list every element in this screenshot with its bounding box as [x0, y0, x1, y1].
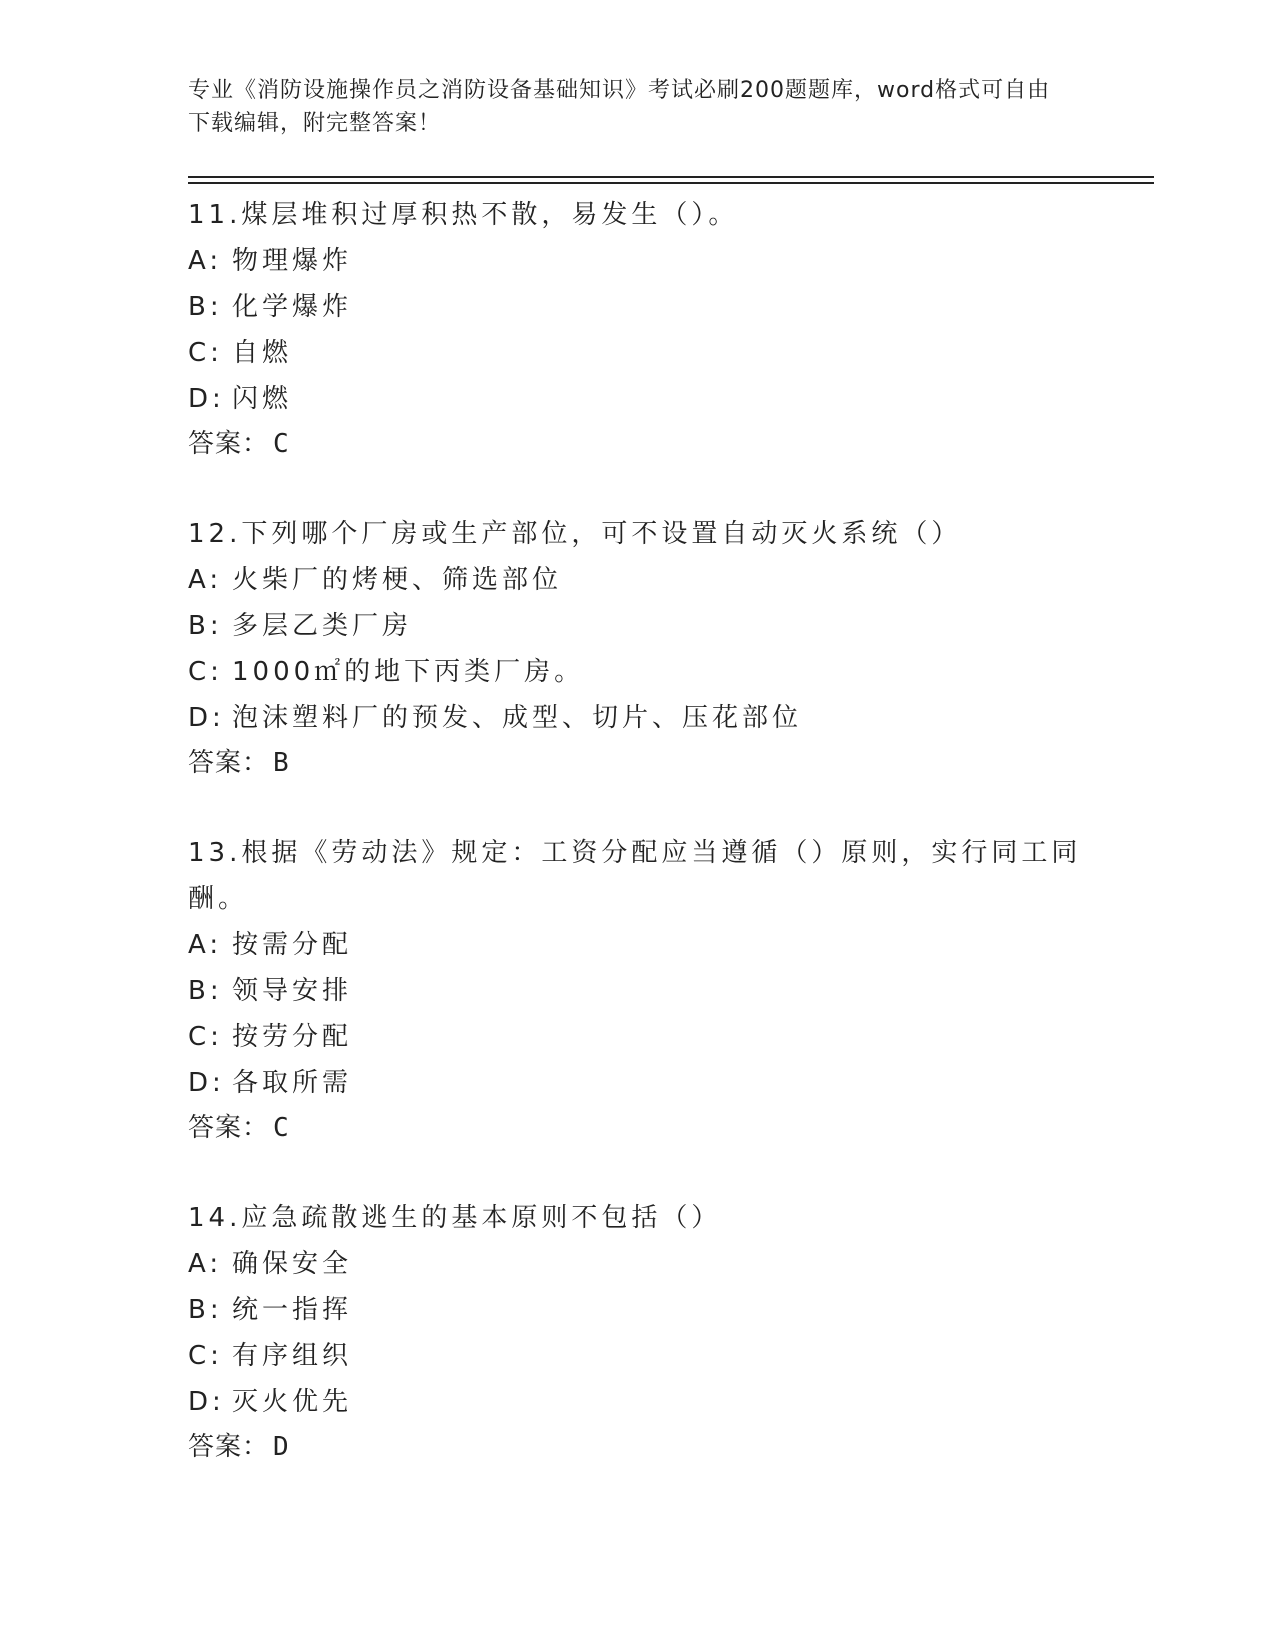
option-b: [188, 603, 1088, 649]
option-text: 泡沫塑料厂的预发、成型、切片、压花部位: [232, 703, 803, 733]
question-11: [188, 192, 1088, 466]
option-text: 统一指挥: [232, 1295, 353, 1325]
option-text: 火柴厂的烤梗、筛选部位: [232, 565, 563, 595]
option-key: C:: [188, 1341, 223, 1371]
option-key: D:: [188, 1387, 225, 1417]
option-d: [188, 1379, 1088, 1425]
option-c: [188, 1014, 1088, 1060]
option-text: 各取所需: [232, 1068, 353, 1098]
question-list: [188, 192, 1088, 1514]
option-key: B:: [188, 1295, 223, 1325]
option-key: C:: [188, 338, 223, 368]
option-key: D:: [188, 703, 225, 733]
option-text: 物理爆炸: [232, 246, 353, 276]
header-divider-bottom: [188, 182, 1154, 184]
option-text: 化学爆炸: [232, 292, 353, 322]
option-a: [188, 238, 1088, 284]
option-text: 有序组织: [232, 1341, 353, 1371]
option-text: 闪燃: [232, 384, 293, 414]
option-key: A:: [188, 930, 223, 960]
option-d: [188, 695, 1088, 741]
option-text: 按需分配: [232, 930, 353, 960]
document-header: 专业《消防设施操作员之消防设备基础知识》考试必刷200题题库，word格式可自由下载编辑，附完整答案！: [188, 78, 1051, 136]
option-b: [188, 968, 1088, 1014]
option-key: A:: [188, 565, 223, 595]
answer-label: 答案：: [188, 1113, 270, 1143]
answer-label: 答案：: [188, 1432, 270, 1462]
question-stem: 12.下列哪个厂房或生产部位，可不设置自动灭火系统（）: [188, 519, 962, 549]
option-c: [188, 649, 1088, 695]
option-key: B:: [188, 611, 223, 641]
option-text: 1000㎡的地下丙类厂房。: [232, 657, 585, 687]
option-key: B:: [188, 976, 223, 1006]
answer-value: D: [273, 1432, 290, 1462]
answer-line: [188, 741, 1088, 785]
option-text: 领导安排: [232, 976, 353, 1006]
option-b: [188, 284, 1088, 330]
question-stem: 14.应急疏散逃生的基本原则不包括（）: [188, 1203, 722, 1233]
option-a: [188, 922, 1088, 968]
question-stem: 11.煤层堆积过厚积热不散，易发生（）。: [188, 200, 739, 230]
option-b: [188, 1287, 1088, 1333]
option-c: [188, 330, 1088, 376]
question-stem: 13.根据《劳动法》规定：工资分配应当遵循（）原则，实行同工同酬。: [188, 838, 1082, 914]
option-d: [188, 1060, 1088, 1106]
option-a: [188, 1241, 1088, 1287]
answer-label: 答案：: [188, 429, 270, 459]
option-text: 确保安全: [232, 1249, 353, 1279]
answer-line: [188, 1106, 1088, 1150]
option-key: C:: [188, 657, 223, 687]
option-text: 灭火优先: [232, 1387, 353, 1417]
option-key: A:: [188, 246, 223, 276]
question-12: [188, 511, 1088, 785]
answer-line: [188, 422, 1088, 466]
question-14: [188, 1195, 1088, 1469]
option-key: D:: [188, 1068, 225, 1098]
option-text: 自燃: [232, 338, 293, 368]
answer-value: B: [273, 748, 290, 778]
question-13: [188, 830, 1088, 1150]
option-a: [188, 557, 1088, 603]
option-c: [188, 1333, 1088, 1379]
option-key: C:: [188, 1022, 223, 1052]
option-key: D:: [188, 384, 225, 414]
option-text: 多层乙类厂房: [232, 611, 413, 641]
option-text: 按劳分配: [232, 1022, 353, 1052]
header-divider-top: [188, 176, 1154, 178]
answer-label: 答案：: [188, 748, 270, 778]
option-key: A:: [188, 1249, 223, 1279]
answer-value: C: [273, 429, 290, 459]
answer-value: C: [273, 1113, 290, 1143]
option-key: B:: [188, 292, 223, 322]
option-d: [188, 376, 1088, 422]
answer-line: [188, 1425, 1088, 1469]
